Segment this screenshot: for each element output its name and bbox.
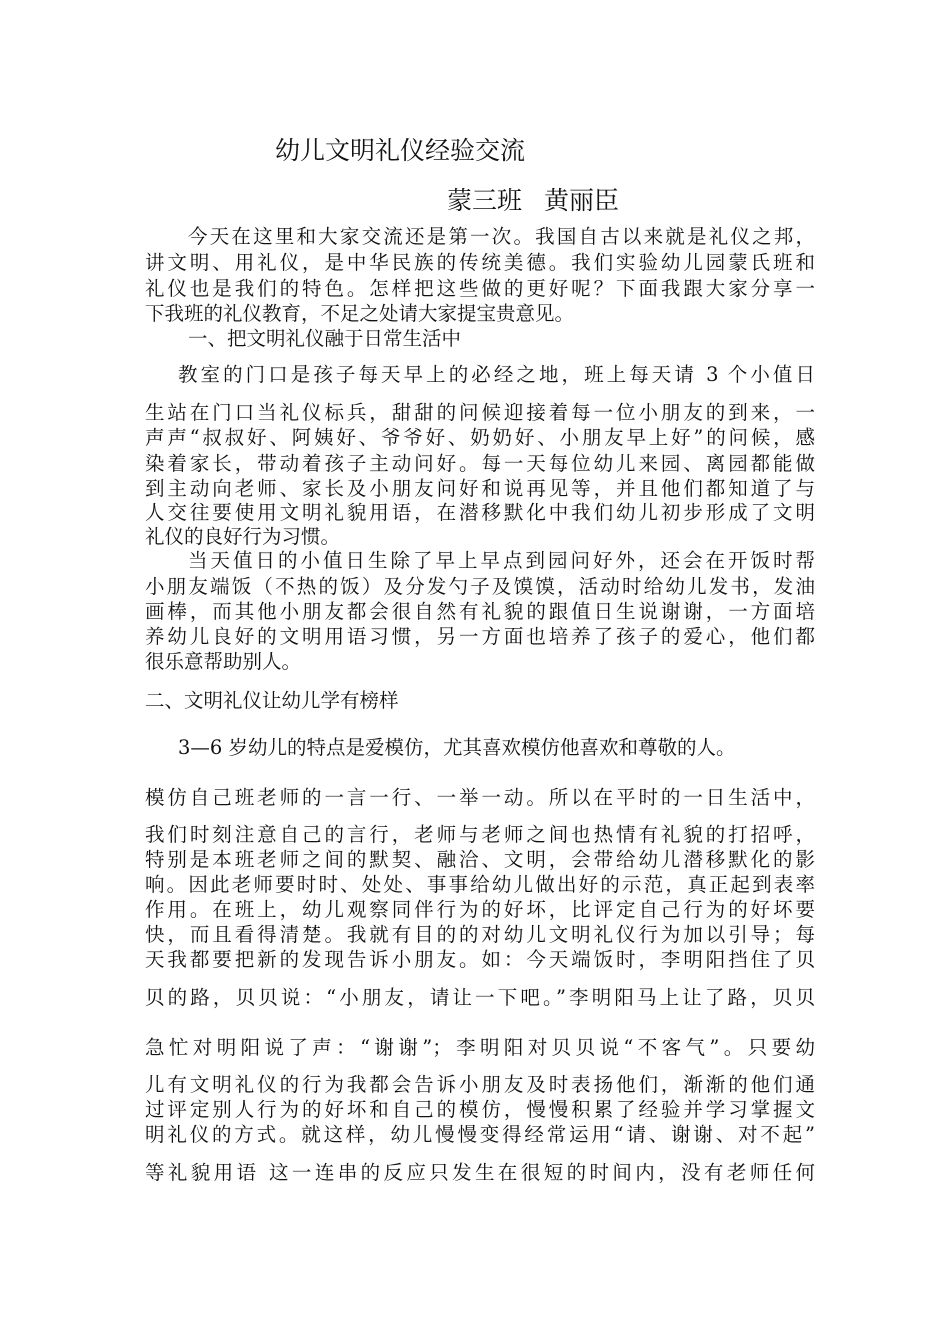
body-line: 过评定别人行为的好坏和自己的模仿，慢慢积累了经验并学习掌握文 [145,1098,815,1121]
body-line: 礼仪也是我们的特色。怎样把这些做的更好呢？下面我跟大家分享一 [145,277,815,300]
body-line: 作用。在班上，幼儿观察同伴行为的好坏，比评定自己行为的好坏要 [145,898,815,921]
author-class: 蒙三班 [447,186,523,215]
body-line: 讲文明、用礼仪，是中华民族的传统美德。我们实验幼儿园蒙氏班和 [145,251,815,274]
section-heading: 一、把文明礼仪融于日常生活中 [188,327,462,350]
body-line: 染着家长，带动着孩子主动问好。每一天每位幼儿来园、离园都能做 [145,452,815,475]
body-line: 特别是本班老师之间的默契、融洽、文明，会带给幼儿潜移默化的影 [145,848,815,871]
body-line: 等礼貌用语 这一连串的反应只发生在很短的时间内，没有老师任何 [145,1161,815,1184]
author-line [447,184,619,218]
body-line: 急忙对明阳说了声：“谢谢”；李明阳对贝贝说“不客气”。只要幼 [145,1036,815,1059]
body-line: 下我班的礼仪教育，不足之处请大家提宝贵意见。 [145,302,575,325]
document-title: 幼儿文明礼仪经验交流 [275,136,526,165]
body-line: 养幼儿良好的文明用语习惯，另一方面也培养了孩子的爱心，他们都 [145,625,815,648]
body-line: 当天值日的小值日生除了早上早点到园问好外，还会在开饭时帮 [188,549,815,572]
body-line: 儿有文明礼仪的行为我都会告诉小朋友及时表扬他们，渐渐的他们通 [145,1073,815,1096]
body-line: 礼仪的良好行为习惯。 [145,525,341,548]
body-line: 今天在这里和大家交流还是第一次。我国自古以来就是礼仪之邦， [188,225,815,248]
section-heading: 二、文明礼仪让幼儿学有榜样 [145,689,399,712]
body-line: 教室的门口是孩子每天早上的必经之地，班上每天请 3 个小值日 [178,363,815,386]
body-line: 天我都要把新的发现告诉小朋友。如：今天端饭时，李明阳挡住了贝 [145,948,815,971]
author-name: 黄丽臣 [544,186,620,215]
body-line: 贝的路，贝贝说：“小朋友，请让一下吧。”李明阳马上让了路，贝贝 [145,986,815,1009]
body-line: 明礼仪的方式。就这样，幼儿慢慢变得经常运用“请、谢谢、对不起” [145,1123,815,1146]
body-line: 到主动向老师、家长及小朋友问好和说再见等，并且他们都知道了与 [145,477,815,500]
body-line: 很乐意帮助别人。 [145,650,302,673]
body-line: 快，而且看得清楚。我就有目的的对幼儿文明礼仪行为加以引导；每 [145,923,815,946]
body-line: 生站在门口当礼仪标兵，甜甜的问候迎接着每一位小朋友的到来，一 [145,401,815,424]
body-line: 3—6 岁幼儿的特点是爱模仿，尤其喜欢模仿他喜欢和尊敬的人。 [178,736,736,759]
body-line: 模仿自己班老师的一言一行、一举一动。所以在平时的一日生活中， [145,786,815,809]
body-line: 响。因此老师要时时、处处、事事给幼儿做出好的示范，真正起到表率 [145,873,815,896]
body-line: 小朋友端饭（不热的饭）及分发勺子及馍馍，活动时给幼儿发书，发油 [145,575,815,598]
body-line: 我们时刻注意自己的言行，老师与老师之间也热情有礼貌的打招呼， [145,823,815,846]
body-line: 画棒，而其他小朋友都会很自然有礼貌的跟值日生说谢谢，一方面培 [145,600,815,623]
body-line: 声声“叔叔好、阿姨好、爷爷好、奶奶好、小朋友早上好”的问候，感 [145,426,815,449]
body-line: 人交往要使用文明礼貌用语，在潜移默化中我们幼儿初步形成了文明 [145,501,815,524]
